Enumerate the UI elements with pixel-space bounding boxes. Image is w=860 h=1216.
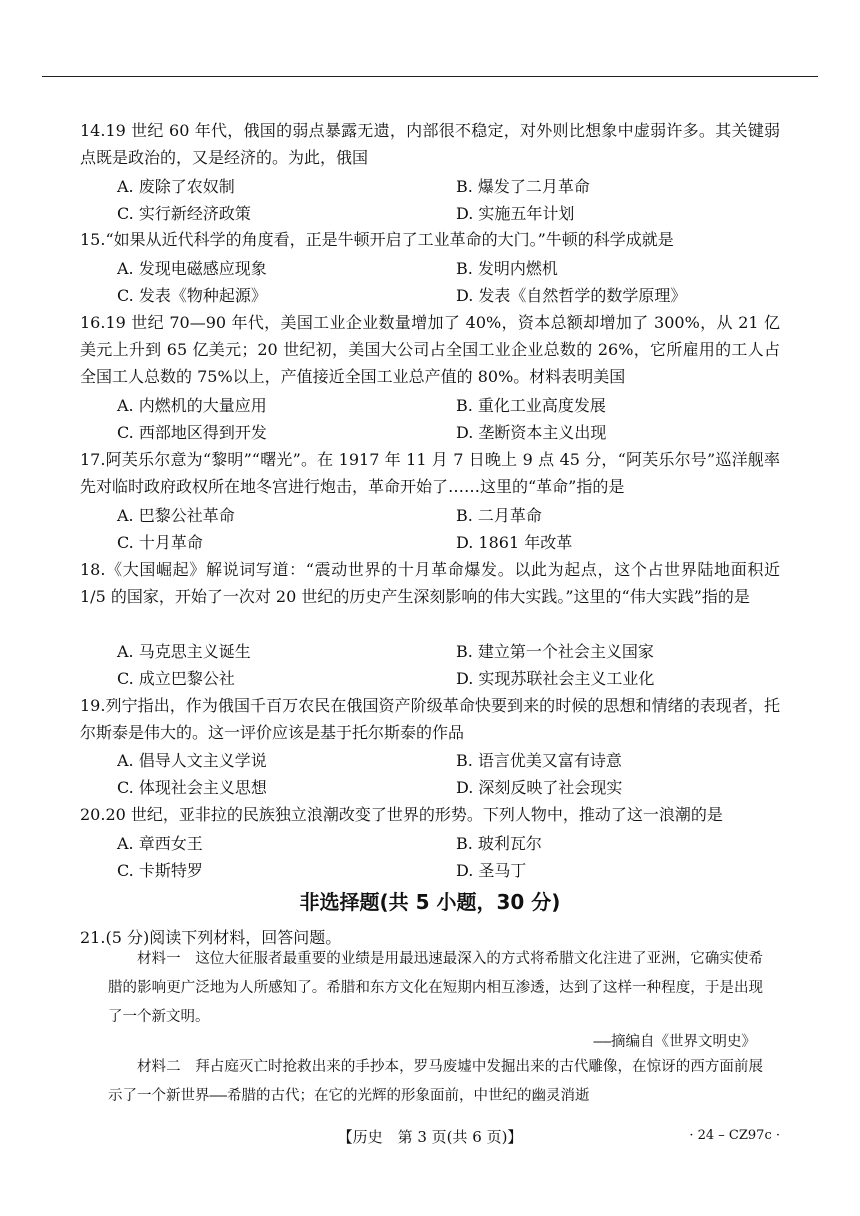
question-19-option-a: A. 倡导人文主义学说 bbox=[117, 751, 267, 770]
question-14-option-c: C. 实行新经济政策 bbox=[117, 204, 251, 223]
question-20-stem: 20.20 世纪，亚非拉的民族独立浪潮改变了世界的形势。下列人物中，推动了这一浪潮的是 bbox=[80, 805, 723, 824]
question-19-stem: 19.列宁指出，作为俄国千百万农民在俄国资产阶级革命快要到来的时候的思想和情绪的表现者，托尔斯泰是伟大的。这一评价应该是基于托尔斯泰的作品 bbox=[80, 696, 780, 742]
question-16-option-c: C. 西部地区得到开发 bbox=[117, 423, 267, 442]
question-16-option-d: D. 垄断资本主义出现 bbox=[456, 423, 607, 442]
exam-code: · 24 – CZ97c · bbox=[689, 1128, 780, 1143]
question-15-option-b: B. 发明内燃机 bbox=[456, 259, 558, 278]
question-14-option-d: D. 实施五年计划 bbox=[456, 204, 575, 223]
question-15-stem: 15.“如果从近代科学的角度看，正是牛顿开启了工业革命的大门。”牛顿的科学成就是 bbox=[80, 230, 674, 249]
question-17-option-a: A. 巴黎公社革命 bbox=[117, 506, 235, 525]
question-14-stem: 14.19 世纪 60 年代，俄国的弱点暴露无遗，内部很不稳定，对外则比想象中虚弱许多。其关键弱点既是政治的，又是经济的。为此，俄国 bbox=[80, 121, 780, 167]
top-rule bbox=[42, 76, 818, 77]
question-19-option-d: D. 深刻反映了社会现实 bbox=[456, 778, 623, 797]
question-17-stem: 17.阿芙乐尔意为“黎明”“曙光”。在 1917 年 11 月 7 日晚上 9 点 45 分，“阿芙乐尔号”巡洋舰率先对临时政府政权所在地冬宫进行炮击，革命开始了……这里的“革命”指的是 bbox=[80, 450, 780, 496]
question-17-option-c: C. 十月革命 bbox=[117, 533, 203, 552]
question-17-option-d: D. 1861 年改革 bbox=[456, 533, 573, 552]
section-title: 非选择题(共 5 小题，30 分) bbox=[299, 890, 561, 914]
material-1-source: ——摘编自《世界文明史》 bbox=[593, 1034, 756, 1050]
page-footer: 【历史 第 3 页(共 6 页)】 bbox=[337, 1128, 523, 1146]
material-2: 材料二 拜占庭灭亡时抢救出来的手抄本，罗马废墟中发掘出来的古代雕像，在惊讶的西方面前展示了一个新世界——希腊的古代；在它的光辉的形象面前，中世纪的幽灵消逝 bbox=[108, 1059, 763, 1104]
question-18-option-d: D. 实现苏联社会主义工业化 bbox=[456, 669, 655, 688]
question-16-option-b: B. 重化工业高度发展 bbox=[456, 396, 606, 415]
question-20-option-c: C. 卡斯特罗 bbox=[117, 861, 203, 880]
question-16-stem: 16.19 世纪 70—90 年代，美国工业企业数量增加了 40%，资本总额却增加了 300%，从 21 亿美元上升到 65 亿美元；20 世纪初，美国大公司占全国工业企业总数的 26%，它所雇用的工人占全国工人总数的 75%以上，产值接近全国工业总产值的 80%。材料表明美国 bbox=[80, 313, 780, 386]
question-17-option-b: B. 二月革命 bbox=[456, 506, 542, 525]
question-21-stem: 21.(5 分)阅读下列材料，回答问题。 bbox=[80, 928, 342, 947]
question-14-option-a: A. 废除了农奴制 bbox=[117, 177, 235, 196]
question-19-option-b: B. 语言优美又富有诗意 bbox=[456, 751, 622, 770]
question-18-option-a: A. 马克思主义诞生 bbox=[117, 642, 251, 661]
material-1: 材料一 这位大征服者最重要的业绩是用最迅速最深入的方式将希腊文化注进了亚洲，它确实使希腊的影响更广泛地为人所感知了。希腊和东方文化在短期内相互渗透，达到了这样一种程度，于是出现了一个新文明。 bbox=[108, 951, 763, 1025]
question-15-option-d: D. 发表《自然哲学的数学原理》 bbox=[456, 286, 687, 305]
question-14-option-b: B. 爆发了二月革命 bbox=[456, 177, 590, 196]
question-19-option-c: C. 体现社会主义思想 bbox=[117, 778, 267, 797]
question-18-option-b: B. 建立第一个社会主义国家 bbox=[456, 642, 654, 661]
question-20-option-d: D. 圣马丁 bbox=[456, 861, 527, 880]
question-18-option-c: C. 成立巴黎公社 bbox=[117, 669, 235, 688]
question-15-option-c: C. 发表《物种起源》 bbox=[117, 286, 267, 305]
question-16-option-a: A. 内燃机的大量应用 bbox=[117, 396, 267, 415]
question-20-option-a: A. 章西女王 bbox=[117, 834, 203, 853]
question-20-option-b: B. 玻利瓦尔 bbox=[456, 834, 542, 853]
question-15-option-a: A. 发现电磁感应现象 bbox=[117, 259, 267, 278]
question-18-stem: 18.《大国崛起》解说词写道：“震动世界的十月革命爆发。以此为起点，这个占世界陆地面积近 1/5 的国家，开始了一次对 20 世纪的历史产生深刻影响的伟大实践。”这里的“伟大实践”指的是 bbox=[80, 560, 780, 606]
